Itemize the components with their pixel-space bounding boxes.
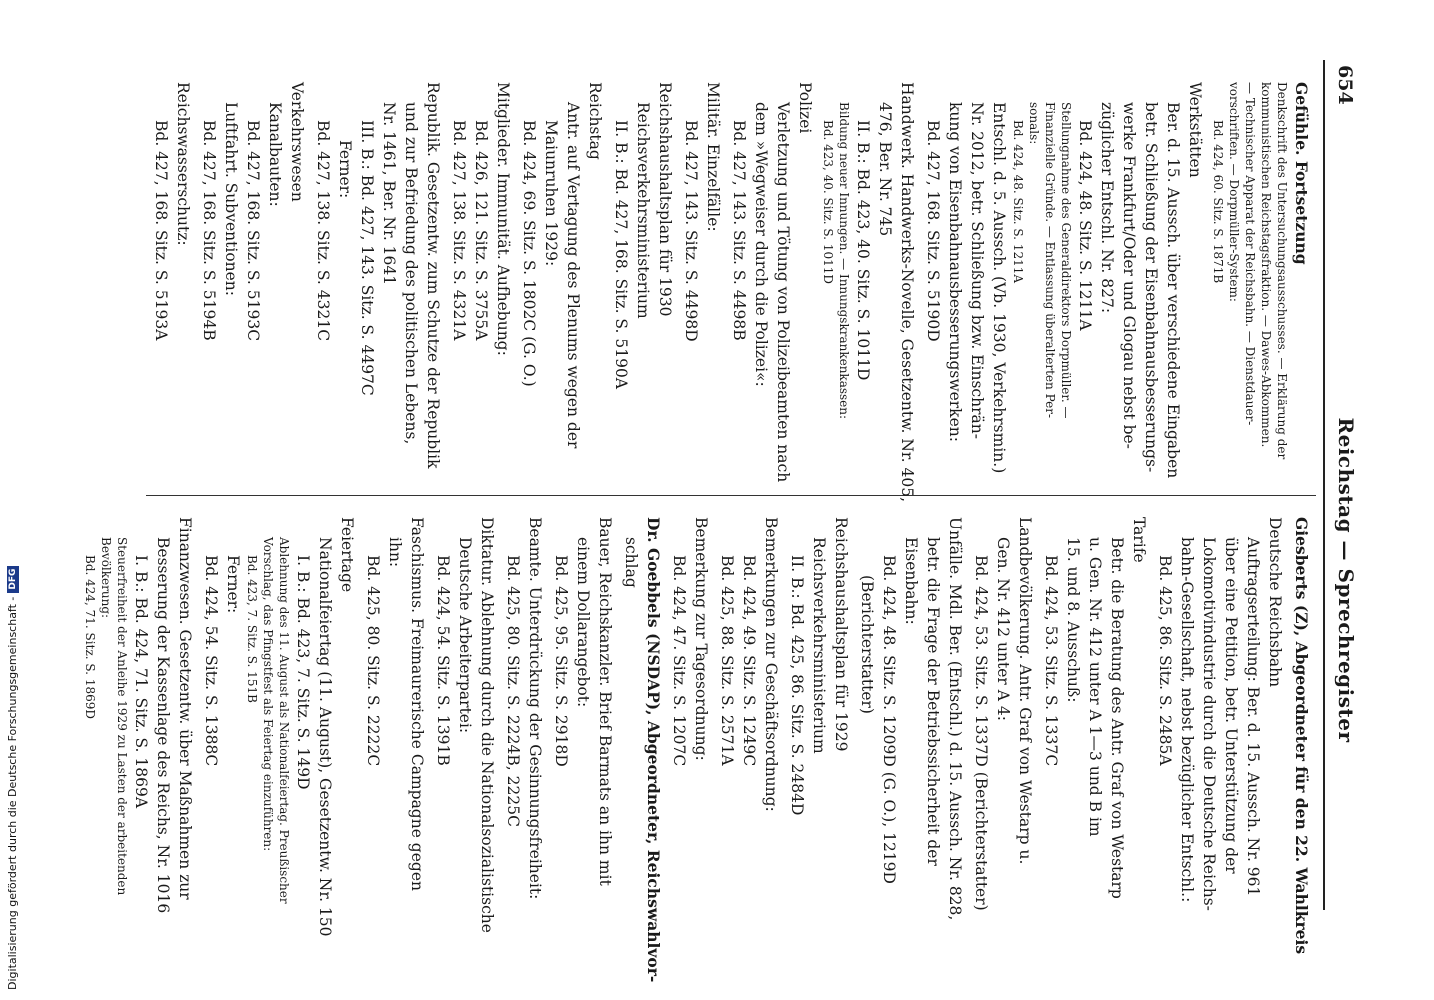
index-line: Bd. 427, 138. Sitz. S. 4321C [314,120,332,342]
index-line: Stellungnahme des Generaldirektors Dorpmüller. — [1059,102,1073,419]
index-line: Finanzwesen. Gesetzentw. über Maßnahmen zur [176,517,194,900]
index-line: Bd. 424, 47. Sitz. S. 1207C [670,555,688,767]
entry-heading: Gefühle. Fortsetzung [1292,82,1311,265]
index-line: Ber. d. 15. Aussch. über verschiedene Eingaben [1164,102,1182,479]
index-line: Reichshaushaltsplan für 1929 [832,517,850,752]
index-line: Bd. 425, 86. Sitz. S. 2485A [1156,555,1174,766]
index-line: Polizei [796,82,814,134]
index-line: Bd. 427, 143. Sitz. S. 4498B [730,120,748,341]
index-line: Eisenbahn: [902,537,920,625]
index-line: Beamte. Unterdrückung der Gesinnungsfreiheit: [526,517,544,900]
index-line: Bemerkung zur Tagesordnung: [692,517,710,761]
header-rule [1323,60,1325,910]
index-line: Verkehrswesen [288,82,306,202]
index-line: Bd. 425, 80. Sitz. S. 2222C [364,555,382,767]
index-line: Steuerfreiheit der Anleihe 1929 zu Lasten der arbeitenden [115,537,129,896]
index-line: und zur Befriedung des politischen Lebens, [402,102,420,445]
index-line: über eine Petition, betr. Unterstützung der [1222,537,1240,874]
index-line: Bemerkungen zur Geschäftsordnung: [762,517,780,812]
index-line: Bd. 426, 121. Sitz. S. 3755A [472,120,490,341]
index-line: II. B.: Bd. 423, 40. Sitz. S. 1011D [854,120,872,381]
index-line: Tarife [1130,517,1148,563]
index-line: Auftragserteilung: Ber. d. 15. Aussch. Nr. 961 [1244,537,1262,897]
index-line: Reichshaushaltsplan für 1930 [656,82,674,317]
index-line: vorschriften. — Dorpmüller-System: [1227,82,1241,302]
index-line: Bd. 424, 54. Sitz. S. 1388C [202,555,220,767]
index-line: betr. die Frage der Betriebssicherheit der [924,537,942,866]
running-head: Reichstag — Sprechregister [1334,417,1358,743]
index-line: Bd. 427, 138. Sitz. S. 4321A [450,120,468,341]
index-line: dem »Wegweiser durch die Polizei«: [752,102,770,387]
index-line: Bd. 424, 69. Sitz. S. 1802C (G. O.) [520,120,538,387]
column-divider [146,495,1316,496]
index-line: I. B.: Bd. 424, 71. Sitz. S. 1869A [132,555,150,809]
index-line: Militär. Einzelfälle: [704,82,722,232]
index-line: Bildung neuer Innungen. — Innungskrankenkassen: [837,102,851,420]
index-line: Bd. 424, 53. Sitz. S. 1337C [1042,555,1060,767]
index-line: II. B.: Bd. 425, 86. Sitz. S. 2484D [788,555,806,816]
index-line: Bevölkerung: [99,537,113,619]
index-line: Ablehnung des 11. August als Nationalfeiertag. Preußischer [277,537,291,904]
index-line: Nr. 1461, Ber. Nr. 1641 [380,102,398,286]
entry-heading: Giesberts (Z), Abgeordneter für den 22. Wahlkreis [1292,517,1311,955]
index-line: Ferner: [336,140,354,199]
index-line: I. B.: Bd. 423, 7. Sitz. S. 149D [294,555,312,790]
index-line: Bd. 424, 49. Sitz. S. 1249C [740,555,758,767]
index-line: Lokomotivindustrie durch die Deutsche Reichs- [1200,537,1218,911]
index-line: u. Gen. Nr. 412 unter A 1—3 und B im [1086,537,1104,837]
index-line: Bd. 427, 168. Sitz. S. 5193A [152,120,170,341]
index-line: sonals: [1027,102,1041,145]
index-line: III. B.: Bd. 427, 143. Sitz. S. 4497C [358,120,376,396]
index-line: Bd. 427, 143. Sitz. S. 4498D [682,120,700,342]
index-line: Ferner: [224,555,242,614]
index-line: Bd. 424, 48. Sitz. S. 1211A [1076,120,1094,331]
index-line: Diktatur. Ablehnung durch die Nationalsozialistische [478,517,496,933]
index-line: Denkschrift des Untersuchungsausschusses. — Erklärung der [1275,82,1289,460]
index-line: Landbevölkerung. Antr. Graf von Westarp u. [1016,517,1034,865]
index-line: Verletzung und Tötung von Polizeibeamten nach [774,102,792,483]
dfg-logo: DFG [7,566,19,593]
index-line: 15. und 8. Ausschuß: [1064,537,1082,703]
index-line: Bd. 423, 7. Sitz. S. 151B [245,555,259,703]
index-line: Entschl. d. 5. Aussch. (Vb. 1930, Verkehrsmin.) [990,102,1008,474]
index-line: Kanalbauten: [266,102,284,207]
index-line: Bd. 425, 80. Sitz. S. 2224B, 2225C [504,555,522,827]
index-line: schlag [622,537,640,588]
index-line: Bauer, Reichskanzler. Brief Barmats an ihn mit [596,517,614,886]
index-line: Bd. 423, 40. Sitz. S. 1011D [821,120,835,284]
index-line: kung von Eisenbahnausbesserungswerken: [946,102,964,442]
index-line: ihn: [386,537,404,568]
index-line: Antr. auf Vertagung des Plenums wegen der [564,102,582,449]
index-line: Deutsche Arbeiterpartei: [456,537,474,734]
index-line: Handwerk. Handwerks-Novelle, Gesetzentw. Nr. 405, [898,82,916,502]
index-line: Reichsverkehrsministerium [810,537,828,754]
right-column [82,517,1316,983]
index-line: Nationalfeiertag (11. August), Gesetzentw. Nr. 150 [316,537,334,937]
index-line: Finanzielle Gründe. — Entlassung überalterten Per- [1043,102,1057,419]
index-line: Reichstag [586,82,604,160]
index-line: Republik. Gesetzentw. zum Schutze der Republik [424,82,442,469]
index-line: Bd. 424, 48. Sitz. S. 1209D (G. O.), 1219D [880,555,898,884]
index-line: Deutsche Reichsbahn [1266,517,1284,688]
index-line: Betr. die Beratung des Antr. Graf von Westarp [1108,537,1126,899]
index-line: Bd. 424, 53. Sitz. S. 1337D (Berichterstatter) [972,555,990,911]
index-line: bahn-Gesellschaft, nebst bezüglicher Entschl.: [1178,537,1196,903]
index-line: Reichsverkehrsministerium [634,102,652,319]
page-number: 654 [1334,65,1356,105]
index-line: Vorschlag, das Pfingstfest als Feiertag einzuführen: [261,537,275,852]
index-line: Bd. 424, 48. Sitz. S. 1211A [1011,120,1025,284]
index-line: Nr. 2012, betr. Schließung bzw. Einschrän- [968,102,986,439]
index-line: Maiunruhen 1929: [542,120,560,267]
index-line: Bd. 424, 60. Sitz. S. 1871B [1211,120,1225,284]
index-line: Werkstätten [1186,82,1204,178]
left-column [150,82,1316,502]
index-line: 476, Ber. Nr. 745 [876,102,894,237]
index-line: Bd. 425, 95. Sitz. S. 2918D [552,555,570,767]
index-line: Bd. 427, 168. Sitz. S. 5193C [244,120,262,342]
index-line: kommunistischen Reichstagsfraktion. — Dawes-Abkommen. [1259,82,1273,448]
index-line: (Berichterstatter) [858,575,876,714]
index-line: Luftfahrt. Subventionen: [222,102,240,297]
index-line: — Technischer Apparat der Reichsbahn. — Dienstdauer- [1243,82,1257,426]
index-line: Feiertage [338,517,356,593]
index-line: einem Dollarangebot: [574,537,592,708]
index-line: Bd. 424, 54. Sitz. S. 1391B [434,555,452,766]
entry-heading: Dr. Goebbels (NSDAP), Abgeordneter, Reichswahlvor- [644,517,663,983]
index-line: betr. Schließung der Eisenbahnausbesserungs- [1142,102,1160,473]
index-line: II. B.: Bd. 427, 168. Sitz. S. 5190A [612,120,630,389]
index-line: Bd. 427, 168. Sitz. S. 5194B [200,120,218,341]
index-line: Faschismus. Freimaurerische Campagne gegen [408,517,426,891]
credit-text: Digitalisierung gefördert durch die Deutsche Forschungsgemeinschaft - [6,596,19,990]
index-line: Unfälle. Mdl. Ber. (Entschl.) d. 15. Aussch. Nr. 828, [946,517,964,921]
index-line: Reichswasserschutz: [174,82,192,246]
index-line: Bd. 427, 168. Sitz. S. 5190D [924,120,942,342]
index-line: Mitglieder. Immunität. Aufhebung: [494,82,512,356]
index-line: werke Frankfurt/Oder und Glogau nebst be- [1120,102,1138,449]
index-line: Besserung der Kassenlage des Reichs, Nr. 1016 [154,537,172,914]
index-line: züglicher Entschl. Nr. 827: [1098,102,1116,314]
index-line: Bd. 424, 71. Sitz. S. 1869D [83,555,97,719]
index-line: Gen. Nr. 412 unter A 4: [994,537,1012,721]
index-line: Bd. 425, 88. Sitz. S. 2571A [718,555,736,766]
